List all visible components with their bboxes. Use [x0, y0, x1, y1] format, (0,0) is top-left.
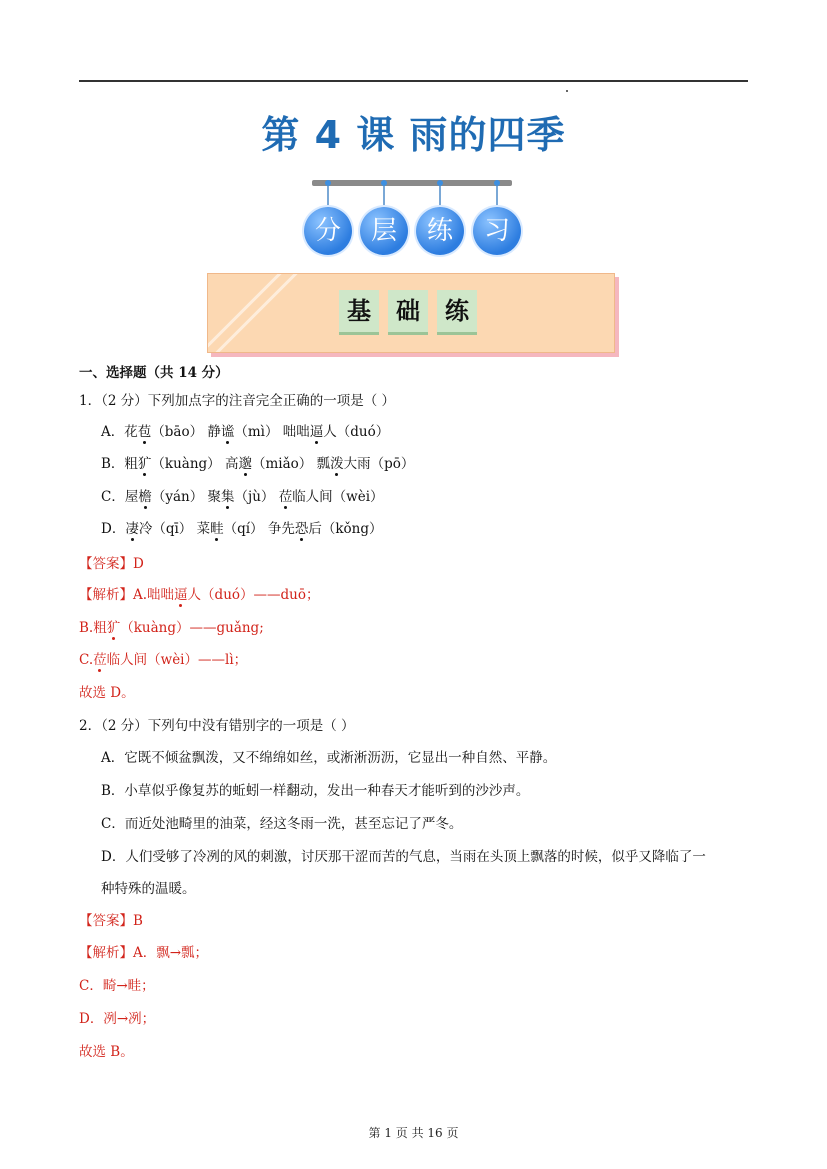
page-title: 第 4 课 雨的四季: [261, 113, 566, 157]
q2-analysis-d: D．冽→冽；: [79, 1011, 156, 1027]
q2-choice: 故选 B。: [79, 1044, 134, 1060]
q1-option-d: D．凄冷（qī） 菜畦（qí） 争先恐后（kǒng）: [101, 517, 383, 537]
q1-analysis-b: B.粗犷（kuàng）——guǎng;: [79, 616, 264, 636]
page-footer: 第 1 页 共 16 页: [368, 1126, 459, 1140]
q2-option-d-cont: 种特殊的温暖。: [101, 881, 196, 897]
q1-answer: 【答案】D: [79, 556, 144, 572]
q1-option-a: A．花苞（bāo） 静谧（mì） 咄咄逼人（duó）: [101, 420, 389, 440]
q2-analysis-c: C．畸→畦；: [79, 978, 155, 994]
q2-option-d: D．人们受够了冷冽的风的刺激，讨厌那干涩而苦的气息，当雨在头顶上飘落的时候，似乎又降临了一: [101, 849, 706, 865]
hanger: [496, 186, 498, 208]
section-heading: 一、选择题（共 14 分）: [79, 365, 229, 381]
question-2-stem: 2．（2 分）下列句中没有错别字的一项是（ ）: [79, 718, 355, 734]
q1-choice: 故选 D。: [79, 685, 135, 701]
hanger: [327, 186, 329, 208]
q1-option-c: C．屋檐（yán） 聚集（jù） 莅临人间（wèi）: [101, 485, 384, 505]
hanger: [383, 186, 385, 208]
q2-answer: 【答案】B: [79, 913, 143, 929]
q2-analysis-a: 【解析】A．飘→瓢；: [79, 945, 209, 961]
practice-badge: 习: [473, 207, 521, 255]
practice-badge: 练: [416, 207, 464, 255]
speck: [566, 90, 568, 92]
decor-rail: [312, 180, 512, 186]
q2-option-a: A．它既不倾盆飘泼，又不绵绵如丝，或淅淅沥沥，它显出一种自然、平静。: [101, 750, 557, 766]
q1-analysis-c: C.莅临人间（wèi）——lì；: [79, 648, 247, 668]
q1-analysis: 【解析】A.咄咄逼人（duó）——duō；: [79, 583, 319, 603]
q1-option-b: B．粗犷（kuàng） 高邈（miǎo） 瓢泼大雨（pō）: [101, 452, 414, 472]
q2-option-c: C．而近处池畸里的油菜，经这冬雨一洗，甚至忘记了严冬。: [101, 816, 463, 832]
banner-char: 础: [388, 290, 428, 335]
hanger: [439, 186, 441, 208]
header-rule: [79, 80, 748, 82]
banner-char: 基: [339, 290, 379, 335]
practice-badge: 层: [360, 207, 408, 255]
practice-badge: 分: [304, 207, 352, 255]
banner-char: 练: [437, 290, 477, 335]
question-1-stem: 1．（2 分）下列加点字的注音完全正确的一项是（ ）: [79, 393, 396, 409]
q2-option-b: B．小草似乎像复苏的蚯蚓一样翻动，发出一种春天才能听到的沙沙声。: [101, 783, 530, 799]
